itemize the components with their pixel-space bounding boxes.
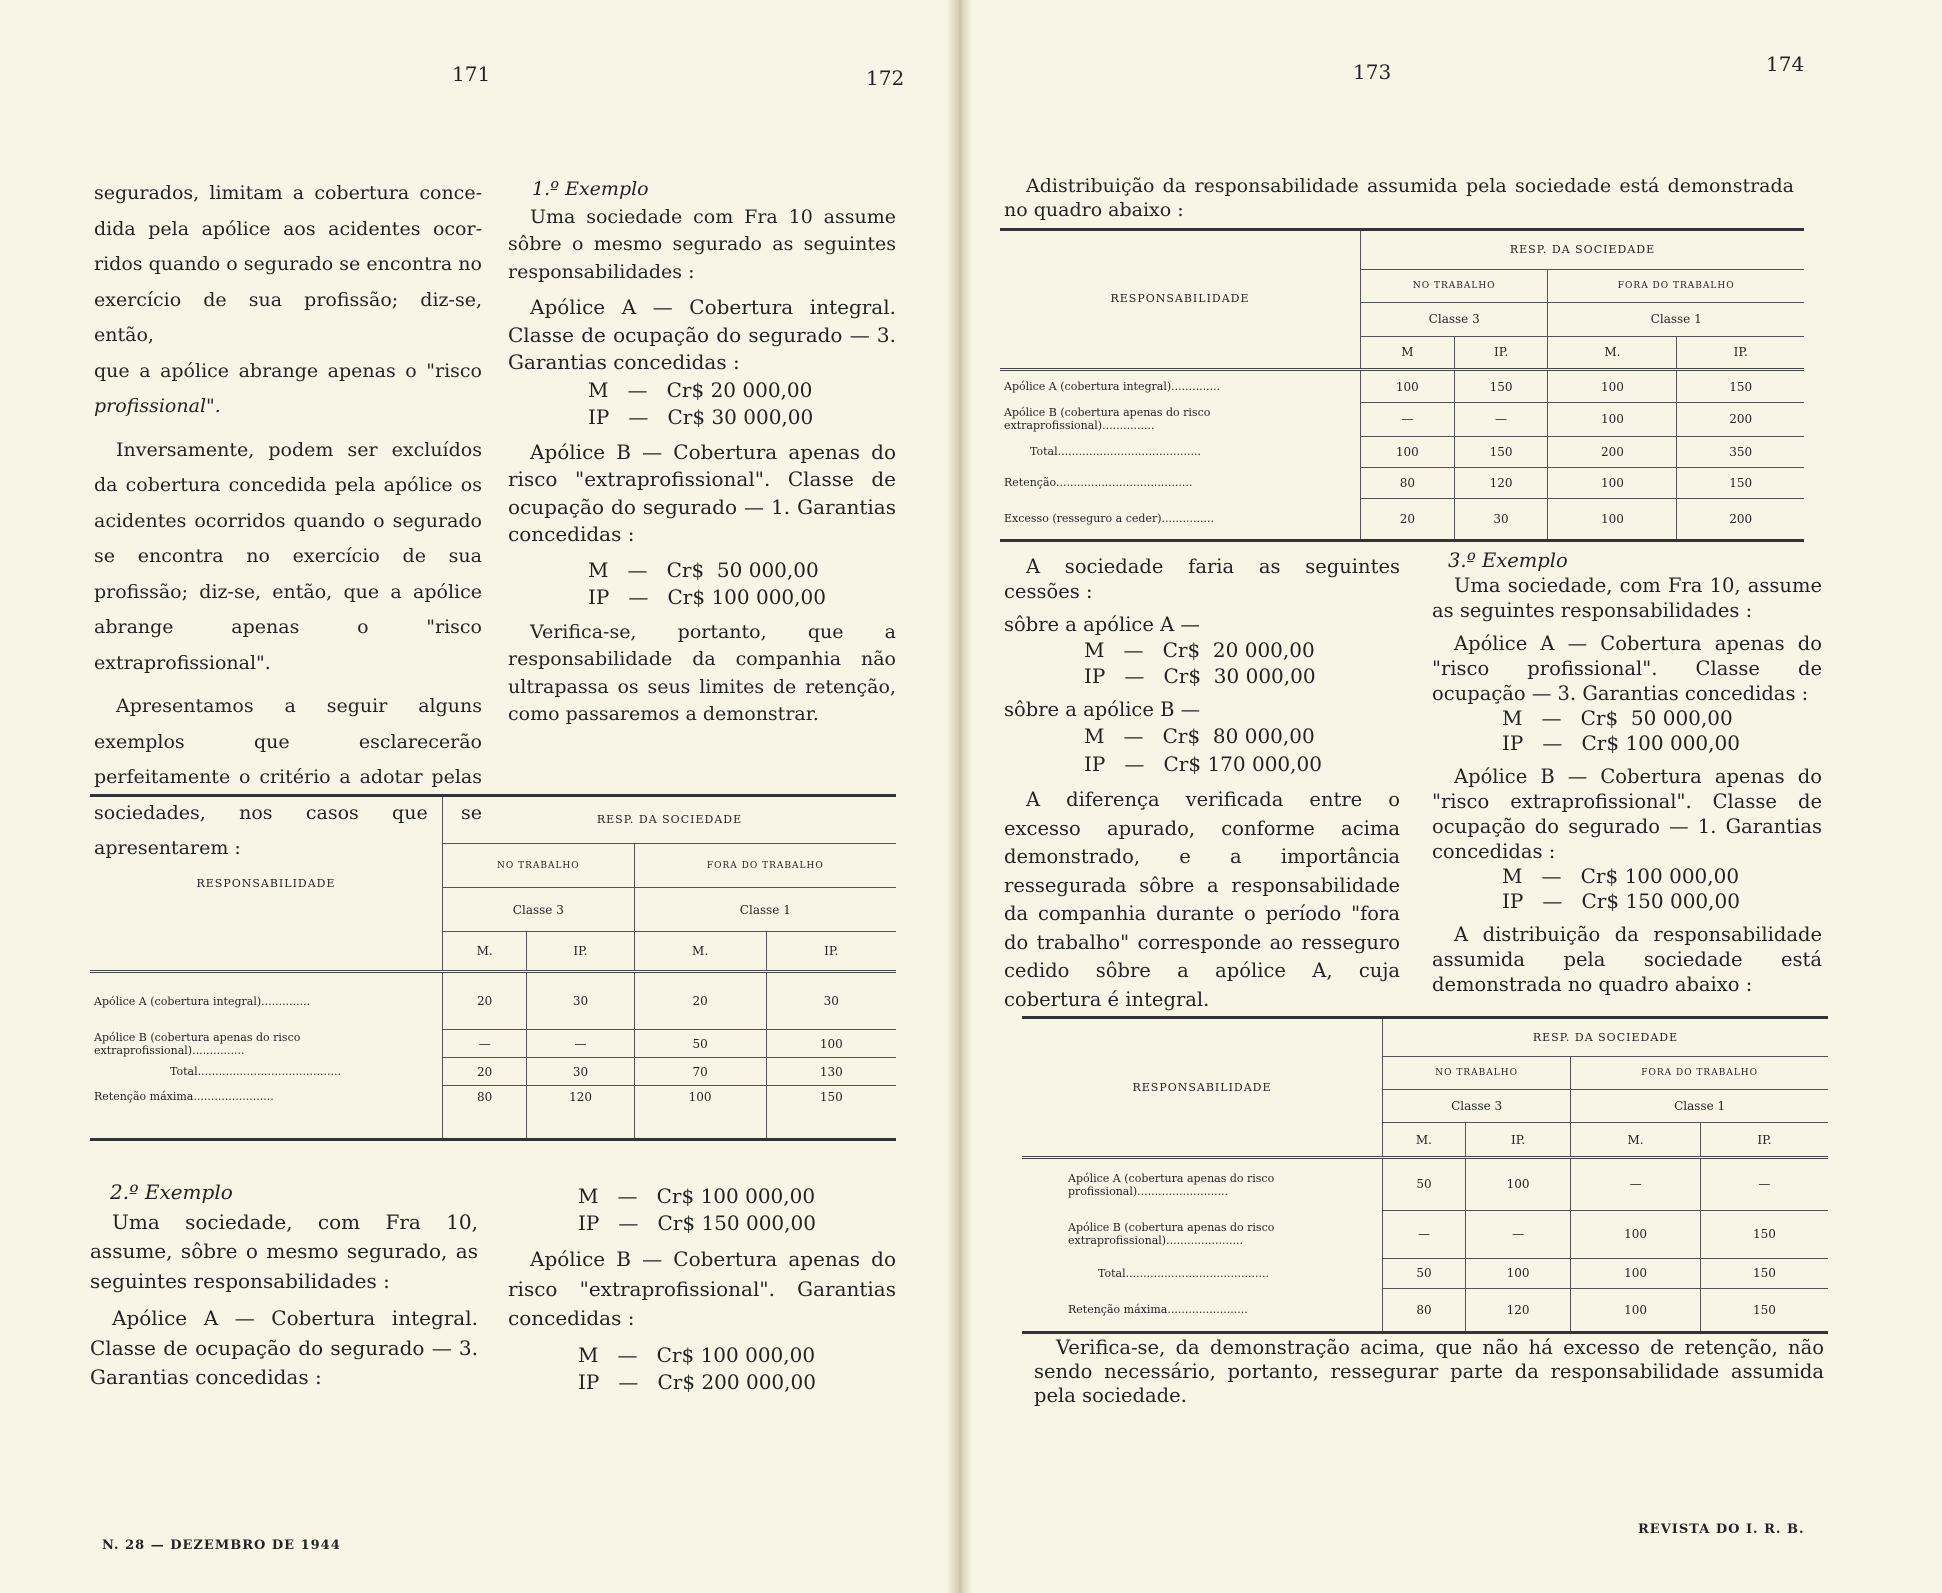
example-3-policy-b: Apólice B — Cobertura apenas do "risco extraprofissional". Classe de ocupação do segurado — 1. Garantias concedidas : — [1432, 765, 1822, 863]
table-cell: 150 — [766, 1086, 896, 1140]
cessoes-policy-b: sôbre a apólice B — — [1004, 698, 1201, 721]
amount-line: M — Cr$ 100 000,00 — [1502, 864, 1740, 888]
table-cell: 80 — [1361, 467, 1455, 498]
table-cell: 50 — [1383, 1158, 1466, 1211]
row-label: Apólice B (cobertura apenas do risco extraprofissional)............... — [1000, 403, 1361, 436]
example-2-policy-b: Apólice B — Cobertura apenas do risco "extraprofissional". Garantias concedidas : — [508, 1247, 896, 1330]
col-header-responsabilidade: RESPONSABILIDADE — [90, 796, 443, 972]
row-label: Total......................................... — [1000, 436, 1361, 467]
col-header-ip: IP. — [1677, 336, 1804, 369]
example-3-intro: Uma sociedade, com Fra 10, assume as seguintes responsabilidades : — [1432, 574, 1822, 622]
table-cell: — — [1383, 1210, 1466, 1258]
text-line: segurados, limitam a cobertura conce- — [94, 182, 482, 204]
example-3-policy-a: Apólice A — Cobertura apenas do "risco profissional". Classe de ocupação — 3. Garantias concedidas : — [1432, 632, 1822, 705]
table-cell: 200 — [1677, 498, 1804, 540]
table-2-intro: Adistribuição da responsabilidade assumida pela sociedade está demonstrada no quadro abaixo : — [1004, 175, 1794, 221]
example-3-title: 3.º Exemplo — [1448, 549, 1568, 572]
example-2-right — [508, 1183, 896, 1396]
table-cell: 120 — [1465, 1289, 1570, 1333]
row-label: Apólice A (cobertura integral).............. — [90, 972, 443, 1030]
table-cell: 100 — [1571, 1210, 1701, 1258]
col-header-no-trabalho: NO TRABALHO — [1383, 1057, 1571, 1090]
amount-line: M — Cr$ 50 000,00 — [1502, 706, 1733, 730]
text-line: que a apólice abrange apenas o "risco — [94, 359, 482, 382]
table-cell: 150 — [1700, 1289, 1828, 1333]
table-cell: 30 — [766, 972, 896, 1030]
amount-line: M — Cr$ 80 000,00 — [1084, 724, 1315, 748]
amount-line: IP — Cr$ 170 000,00 — [1084, 752, 1322, 776]
table-cell: — — [1361, 403, 1455, 436]
col-header-ip: IP. — [1454, 336, 1548, 369]
example-1-title: 1.º Exemplo — [532, 178, 649, 200]
table-cell: 150 — [1677, 369, 1804, 402]
col-header-ip: IP. — [1465, 1123, 1570, 1158]
example-3-column — [1432, 548, 1822, 997]
row-label: Apólice A (cobertura apenas do risco profissional).......................... — [1022, 1158, 1383, 1211]
row-label: Retenção máxima....................... — [1022, 1289, 1383, 1333]
example-1-policy-a: Apólice A — Cobertura integral. Classe de ocupação do segurado — 3. Garantias concedidas : — [508, 295, 896, 374]
table-cell: 100 — [1465, 1258, 1570, 1289]
footer-journal: REVISTA DO I. R. B. — [1638, 1522, 1805, 1537]
row-label: Total......................................... — [1022, 1258, 1383, 1289]
table-example-3 — [1022, 1016, 1828, 1334]
page-173-intro — [1004, 174, 1794, 222]
amount-line: IP — Cr$ 100 000,00 — [588, 584, 826, 609]
col-header-ip: IP. — [527, 932, 634, 972]
table-cell: 20 — [634, 972, 766, 1030]
table-cell: 150 — [1700, 1258, 1828, 1289]
table-cell: 100 — [1465, 1158, 1570, 1211]
col-header-fora-trabalho: FORA DO TRABALHO — [634, 844, 896, 888]
table-cell: 100 — [1548, 467, 1677, 498]
example-2-title: 2.º Exemplo — [110, 1180, 233, 1204]
cessoes-difference: A diferença verificada entre o excesso apurado, conforme acima demonstrado, e a importância ressegurada sôbre a responsabilidade da companhia durante o período "fora do trabalho" corresponde ao resseguro cedido sôbre a apólice A, cuja cobertura é integral. — [1004, 788, 1400, 1011]
row-label: Retenção máxima....................... — [90, 1086, 443, 1140]
book-gutter — [948, 0, 972, 1593]
table-cell: 20 — [1361, 498, 1455, 540]
text-line: ridos quando o segurado se encontra no — [94, 253, 482, 275]
col-header-m: M. — [443, 932, 527, 972]
example-1-conclusion: Verifica-se, portanto, que a responsabilidade da companhia não ultrapassa os seus limites de retenção, como passaremos a demonstrar. — [508, 620, 896, 725]
table-cell: 100 — [1571, 1289, 1701, 1333]
table-cell: 100 — [1548, 498, 1677, 540]
col-header-classe-3: Classe 3 — [1383, 1090, 1571, 1123]
row-label: Total......................................... — [90, 1058, 443, 1086]
col-header-no-trabalho: NO TRABALHO — [1361, 269, 1548, 302]
table-example-2 — [1000, 228, 1804, 542]
table-cell: 30 — [527, 972, 634, 1030]
col-header-classe-3: Classe 3 — [1361, 303, 1548, 336]
table-cell: 150 — [1700, 1210, 1828, 1258]
amount-line: M — Cr$ 20 000,00 — [1084, 638, 1315, 662]
table-cell: 100 — [1571, 1258, 1701, 1289]
col-header-m: M. — [1383, 1123, 1466, 1158]
table-cell: 350 — [1677, 436, 1804, 467]
table-cell: 130 — [766, 1058, 896, 1086]
table-cell: — — [1571, 1158, 1701, 1211]
row-label: Apólice B (cobertura apenas do risco extraprofissional)...................... — [1022, 1210, 1383, 1258]
table-cell: 80 — [443, 1086, 527, 1140]
table-example-1 — [90, 794, 896, 1141]
table-cell: — — [1454, 403, 1548, 436]
paragraph: Inversamente, podem ser excluídos da cobertura concedida pela apólice os acidentes ocorridos quando o segurado se encontra no exercício de sua profissão; diz-se, então, que a apólice abrange apenas o "risco extraprofissional". — [94, 438, 482, 674]
amount-line: IP — Cr$ 150 000,00 — [1502, 889, 1740, 913]
amount-line: M — Cr$ 100 000,00 — [578, 1342, 816, 1367]
example-1-policy-b: Apólice B — Cobertura apenas do risco "extraprofissional". Classe de ocupação do segurado — 1. Garantias concedidas : — [508, 439, 896, 546]
col-header-ip: IP. — [766, 932, 896, 972]
col-header-m: M. — [634, 932, 766, 972]
table-cell: 50 — [634, 1030, 766, 1058]
table-cell: 20 — [443, 972, 527, 1030]
table-cell: 150 — [1454, 436, 1548, 467]
cessoes-intro: A sociedade faria as seguintes cessões : — [1004, 555, 1400, 603]
col-header-resp-sociedade: RESP. DA SOCIEDADE — [1383, 1018, 1829, 1057]
page-number-174: 174 — [1766, 52, 1805, 76]
example-3-distribution: A distribuição da responsabilidade assumida pela sociedade está demonstrada no quadro abaixo : — [1432, 923, 1822, 996]
col-header-classe-3: Classe 3 — [443, 888, 635, 932]
col-header-classe-1: Classe 1 — [1548, 303, 1804, 336]
table-cell: 70 — [634, 1058, 766, 1086]
col-header-m: M — [1361, 336, 1455, 369]
row-label: Apólice B (cobertura apenas do risco extraprofissional)............... — [90, 1030, 443, 1058]
page-number-171: 171 — [452, 62, 491, 86]
col-header-responsabilidade: RESPONSABILIDADE — [1000, 230, 1361, 370]
table-cell: 30 — [527, 1058, 634, 1086]
amount-line: IP — Cr$ 200 000,00 — [578, 1369, 816, 1394]
example-2-left — [90, 1178, 478, 1393]
row-label: Retenção....................................... — [1000, 467, 1361, 498]
page-number-172: 172 — [866, 66, 905, 90]
table-cell: 20 — [443, 1058, 527, 1086]
table-cell: 100 — [1548, 369, 1677, 402]
table-cell: 150 — [1677, 467, 1804, 498]
table-cell: 100 — [1361, 369, 1455, 402]
row-label: Apólice A (cobertura integral).............. — [1000, 369, 1361, 402]
col-header-resp-sociedade: RESP. DA SOCIEDADE — [1361, 230, 1805, 270]
col-header-fora-trabalho: FORA DO TRABALHO — [1571, 1057, 1828, 1090]
col-header-classe-1: Classe 1 — [1571, 1090, 1828, 1123]
table-cell: 120 — [1454, 467, 1548, 498]
amount-line: IP — Cr$ 30 000,00 — [588, 404, 814, 429]
table-cell: 80 — [1383, 1289, 1466, 1333]
example-2-policy-a: Apólice A — Cobertura integral. Classe de ocupação do segurado — 3. Garantias concedidas : — [90, 1306, 478, 1389]
page-number-173: 173 — [1353, 60, 1392, 84]
table-cell: 100 — [1548, 403, 1677, 436]
col-header-m: M. — [1571, 1123, 1701, 1158]
table-cell: 200 — [1548, 436, 1677, 467]
table-cell: 50 — [1383, 1258, 1466, 1289]
amount-line: M — Cr$ 20 000,00 — [588, 377, 813, 402]
table-cell: — — [443, 1030, 527, 1058]
col-header-resp-sociedade: RESP. DA SOCIEDADE — [443, 796, 897, 844]
table-cell: 100 — [766, 1030, 896, 1058]
table-cell: 200 — [1677, 403, 1804, 436]
final-paragraph: Verifica-se, da demonstração acima, que não há excesso de retenção, não sendo necessário, portanto, ressegurar parte da responsabilidade assumida pela sociedade. — [1034, 1336, 1824, 1407]
final-paragraph-block — [1034, 1336, 1824, 1408]
column-171 — [94, 176, 482, 867]
table-cell: — — [1465, 1210, 1570, 1258]
table-cell: 100 — [1361, 436, 1455, 467]
footer-issue: N. 28 — DEZEMBRO DE 1944 — [102, 1538, 341, 1553]
table-cell: — — [1700, 1158, 1828, 1211]
table-cell: — — [527, 1030, 634, 1058]
example-2-intro: Uma sociedade, com Fra 10, assume, sôbre o mesmo segurado, as seguintes responsabilidades : — [90, 1209, 478, 1293]
col-header-responsabilidade: RESPONSABILIDADE — [1022, 1018, 1383, 1158]
col-header-fora-trabalho: FORA DO TRABALHO — [1548, 269, 1804, 302]
text-line: profissional". — [94, 395, 221, 417]
col-header-classe-1: Classe 1 — [634, 888, 896, 932]
table-cell: 120 — [527, 1086, 634, 1140]
cessoes-column — [1004, 554, 1400, 1014]
col-header-ip: IP. — [1700, 1123, 1828, 1158]
cessoes-policy-a: sôbre a apólice A — — [1004, 613, 1200, 636]
col-header-no-trabalho: NO TRABALHO — [443, 844, 635, 888]
table-cell: 30 — [1454, 498, 1548, 540]
paragraph: Apresentamos a seguir alguns exemplos que esclarecerão perfeitamente o critério a adotar pelas sociedades, nos casos que se apresentarem : — [94, 695, 482, 859]
amount-line: M — Cr$ 100 000,00 — [578, 1184, 816, 1208]
table-cell: 150 — [1454, 369, 1548, 402]
amount-line: IP — Cr$ 30 000,00 — [1084, 664, 1316, 688]
text-line: exercício de sua profissão; diz-se, então, — [94, 288, 482, 346]
row-label: Excesso (ressegurо a ceder)............... — [1000, 498, 1361, 540]
col-header-m: M. — [1548, 336, 1677, 369]
table-cell: 100 — [634, 1086, 766, 1140]
example-1-intro: Uma sociedade com Fra 10 assume sôbre o mesmo segurado as seguintes responsabilidades : — [508, 205, 896, 283]
text-line: dida pela apólice aos acidentes ocor- — [94, 217, 482, 240]
column-172 — [508, 176, 896, 729]
amount-line: M — Cr$ 50 000,00 — [588, 557, 819, 582]
amount-line: IP — Cr$ 150 000,00 — [578, 1211, 816, 1235]
amount-line: IP — Cr$ 100 000,00 — [1502, 731, 1740, 755]
